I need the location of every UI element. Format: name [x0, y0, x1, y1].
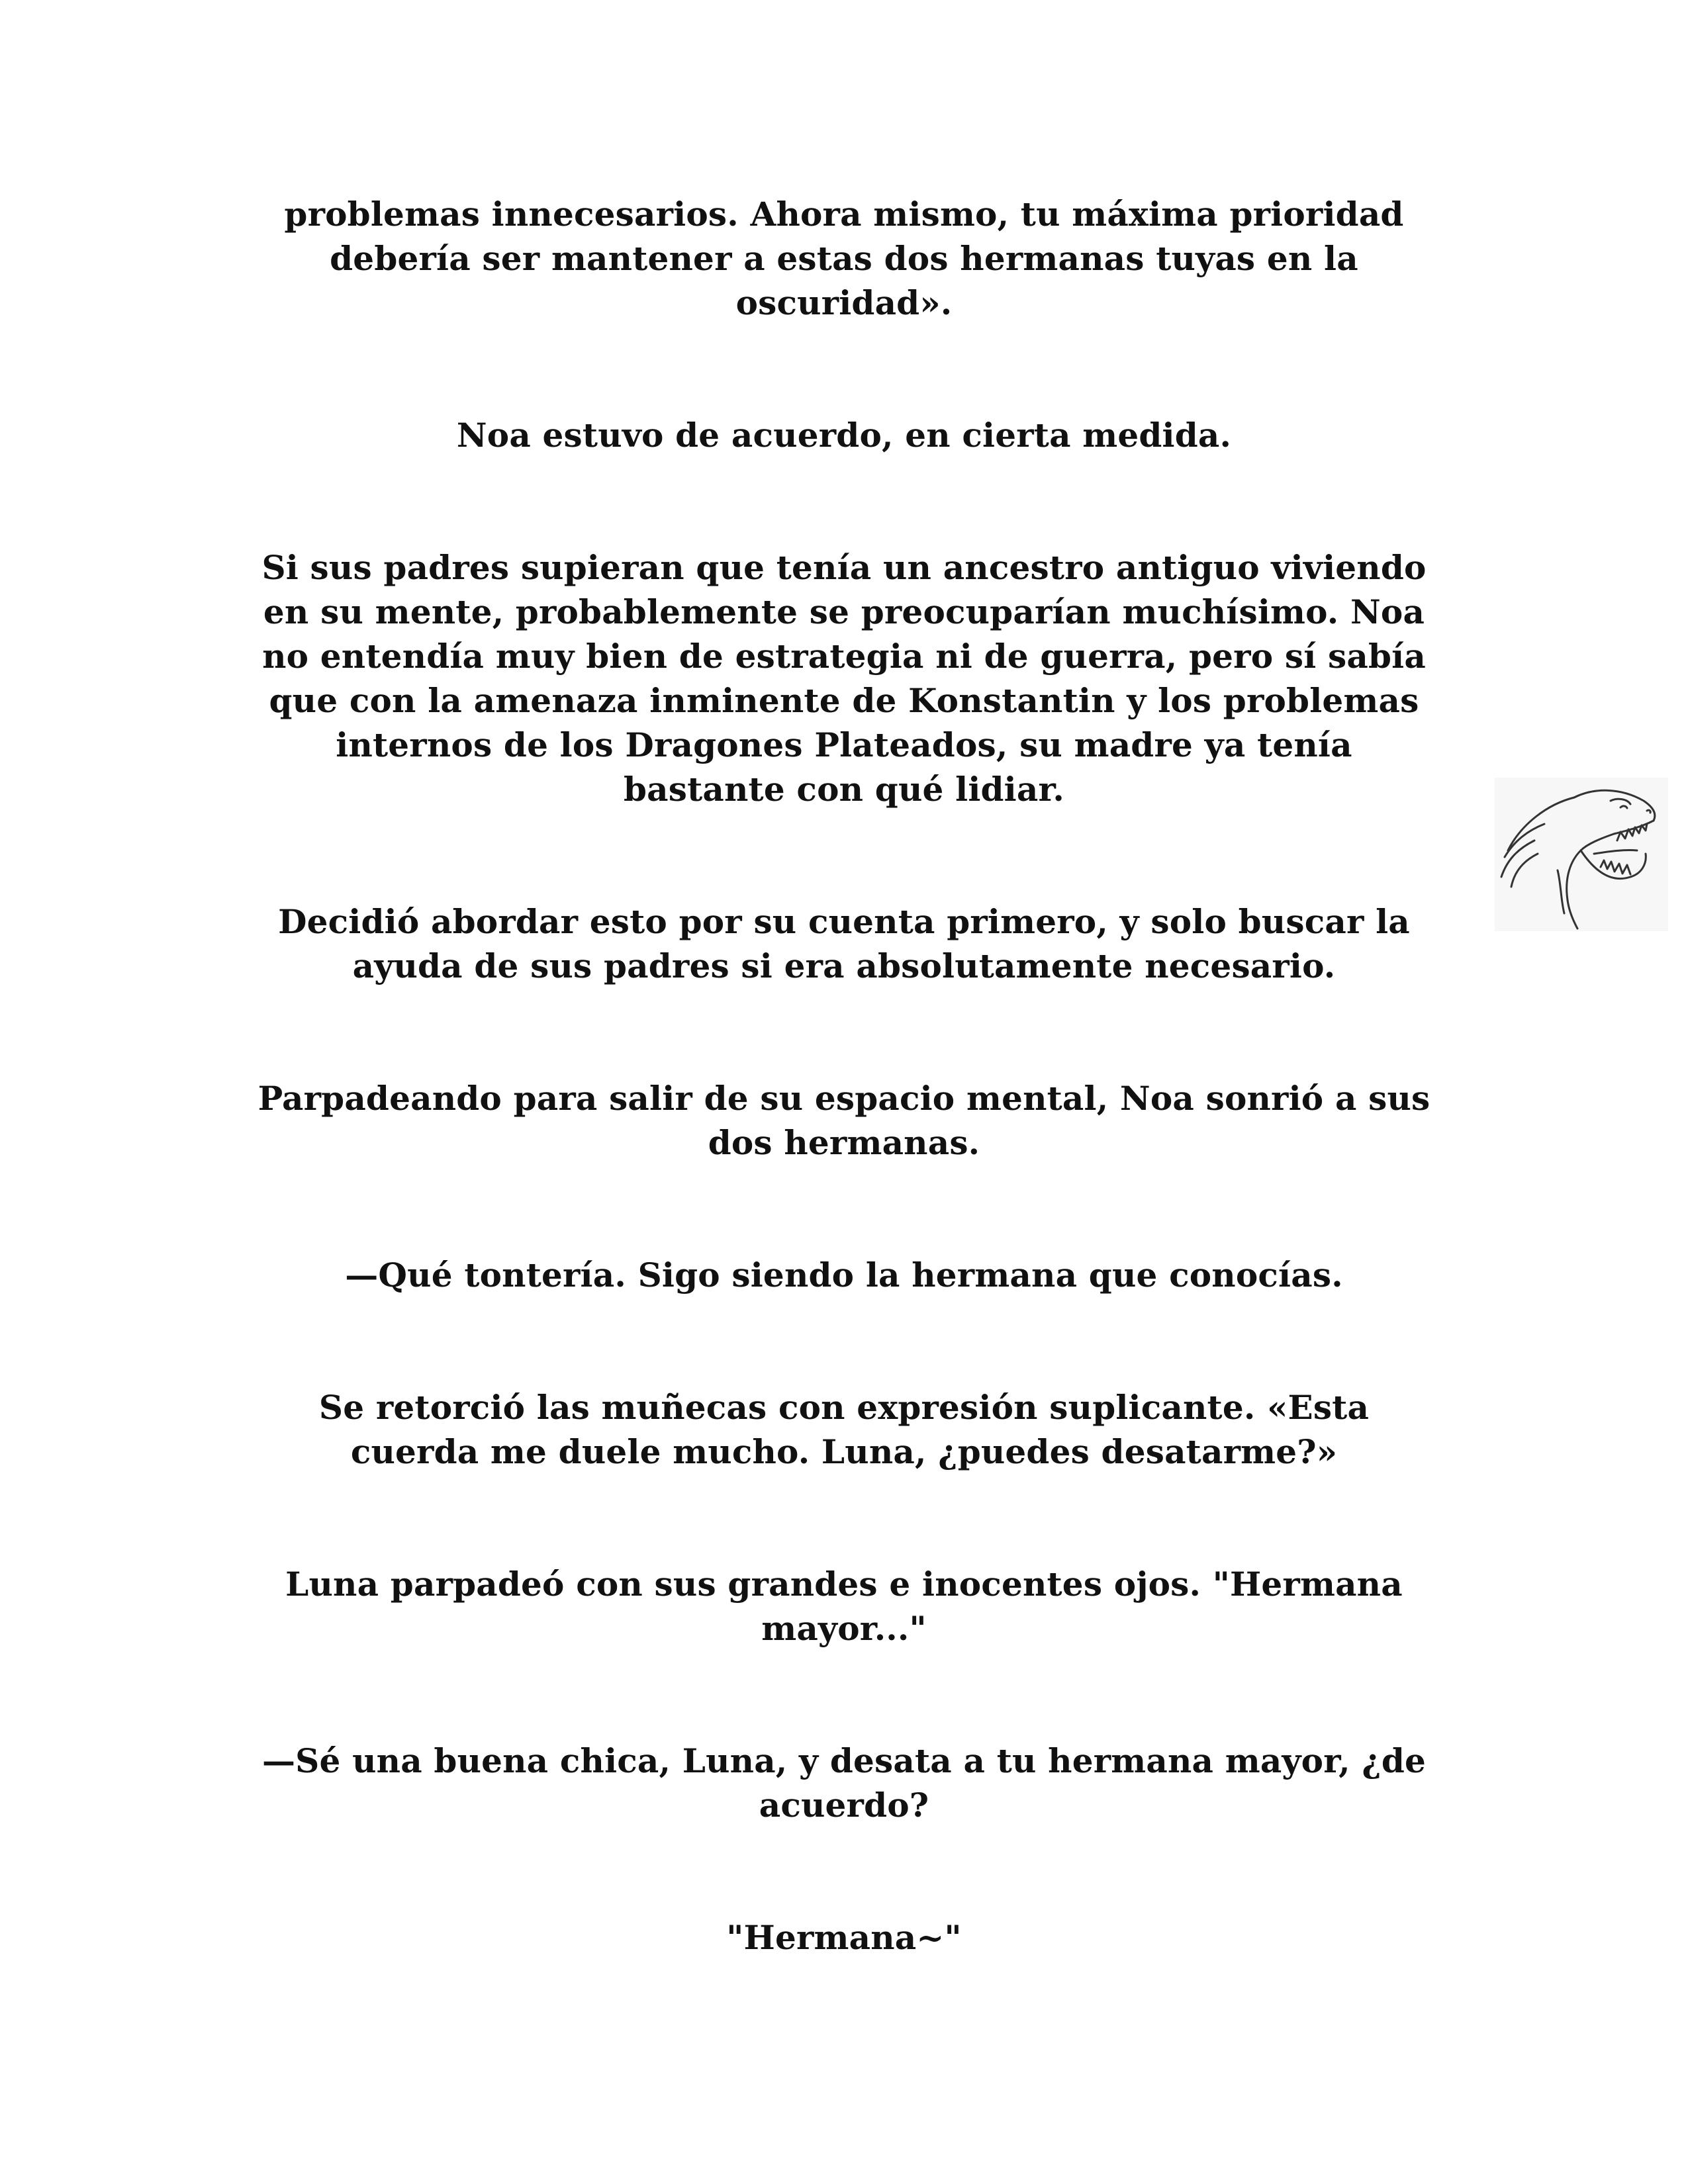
dinosaur-head-icon	[1495, 778, 1668, 931]
paragraph: Decidió abordar esto por su cuenta primero, y solo buscar la ayuda de sus padres si era absolutamente necesario.	[278, 902, 1410, 985]
paragraph: Se retorció las muñecas con expresión suplicante. «Esta cuerda me duele mucho. Luna, ¿puedes desatarme?»	[318, 1388, 1370, 1471]
body-text	[232, 192, 1456, 1960]
paragraph: —Sé una buena chica, Luna, y desata a tu hermana mayor, ¿de acuerdo?	[261, 1741, 1427, 1825]
paragraph: problemas innecesarios. Ahora mismo, tu máxima prioridad debería ser mantener a estas dos hermanas tuyas en la oscuridad».	[284, 195, 1404, 322]
paragraph: Luna parpadeó con sus grandes e inocentes ojos. "Hermana mayor..."	[285, 1565, 1403, 1648]
paragraph: —Qué tontería. Sigo siendo la hermana que conocías.	[345, 1255, 1343, 1295]
paragraph: Noa estuvo de acuerdo, en cierta medida.	[456, 416, 1232, 455]
paragraph: "Hermana~"	[726, 1918, 962, 1957]
paragraph: Parpadeando para salir de su espacio mental, Noa sonrió a sus dos hermanas.	[258, 1079, 1430, 1162]
paragraph: Si sus padres supieran que tenía un ancestro antiguo viviendo en su mente, probablemente se preocuparían muchísimo. Noa no entendía muy bien de estrategia ni de guerra, pero sí sabía que con la amenaza inminente de Konstantin y los problemas internos de los Dragones Plateados, su madre ya tenía bastante con qué lidiar.	[261, 548, 1427, 809]
